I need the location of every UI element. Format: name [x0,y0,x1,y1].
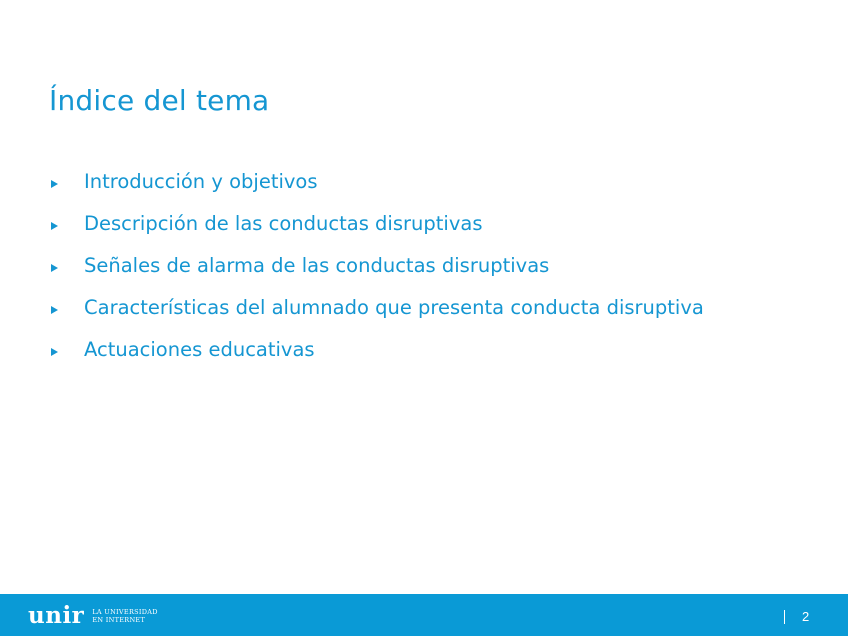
agenda-item-label: Actuaciones educativas [84,338,315,361]
agenda-item [0,294,848,336]
logo-wordmark: unir [28,602,85,629]
logo-tagline-line: LA UNIVERSIDAD [92,608,158,616]
agenda-item-label: Introducción y objetivos [84,170,318,193]
unir-logo [28,604,158,628]
agenda-item-label: Señales de alarma de las conductas disruptivas [84,254,550,277]
agenda-item-label: Características del alumnado que presenta conducta disruptiva [84,296,704,319]
agenda-item [0,336,848,378]
agenda-item [0,168,848,210]
page-number: 2 [802,609,810,624]
logo-tagline [92,608,157,624]
bullet-arrow-icon [51,348,58,356]
bullet-arrow-icon [51,306,58,314]
slide-title: Índice del tema [49,84,270,117]
logo-tagline-line: EN INTERNET [92,616,146,624]
bullet-arrow-icon [51,264,58,272]
agenda-item-label: Descripción de las conductas disruptivas [84,212,483,235]
footer-divider [784,610,785,624]
agenda-item [0,252,848,294]
bullet-arrow-icon [51,180,58,188]
bullet-arrow-icon [51,222,58,230]
agenda-list [0,168,848,378]
agenda-item [0,210,848,252]
